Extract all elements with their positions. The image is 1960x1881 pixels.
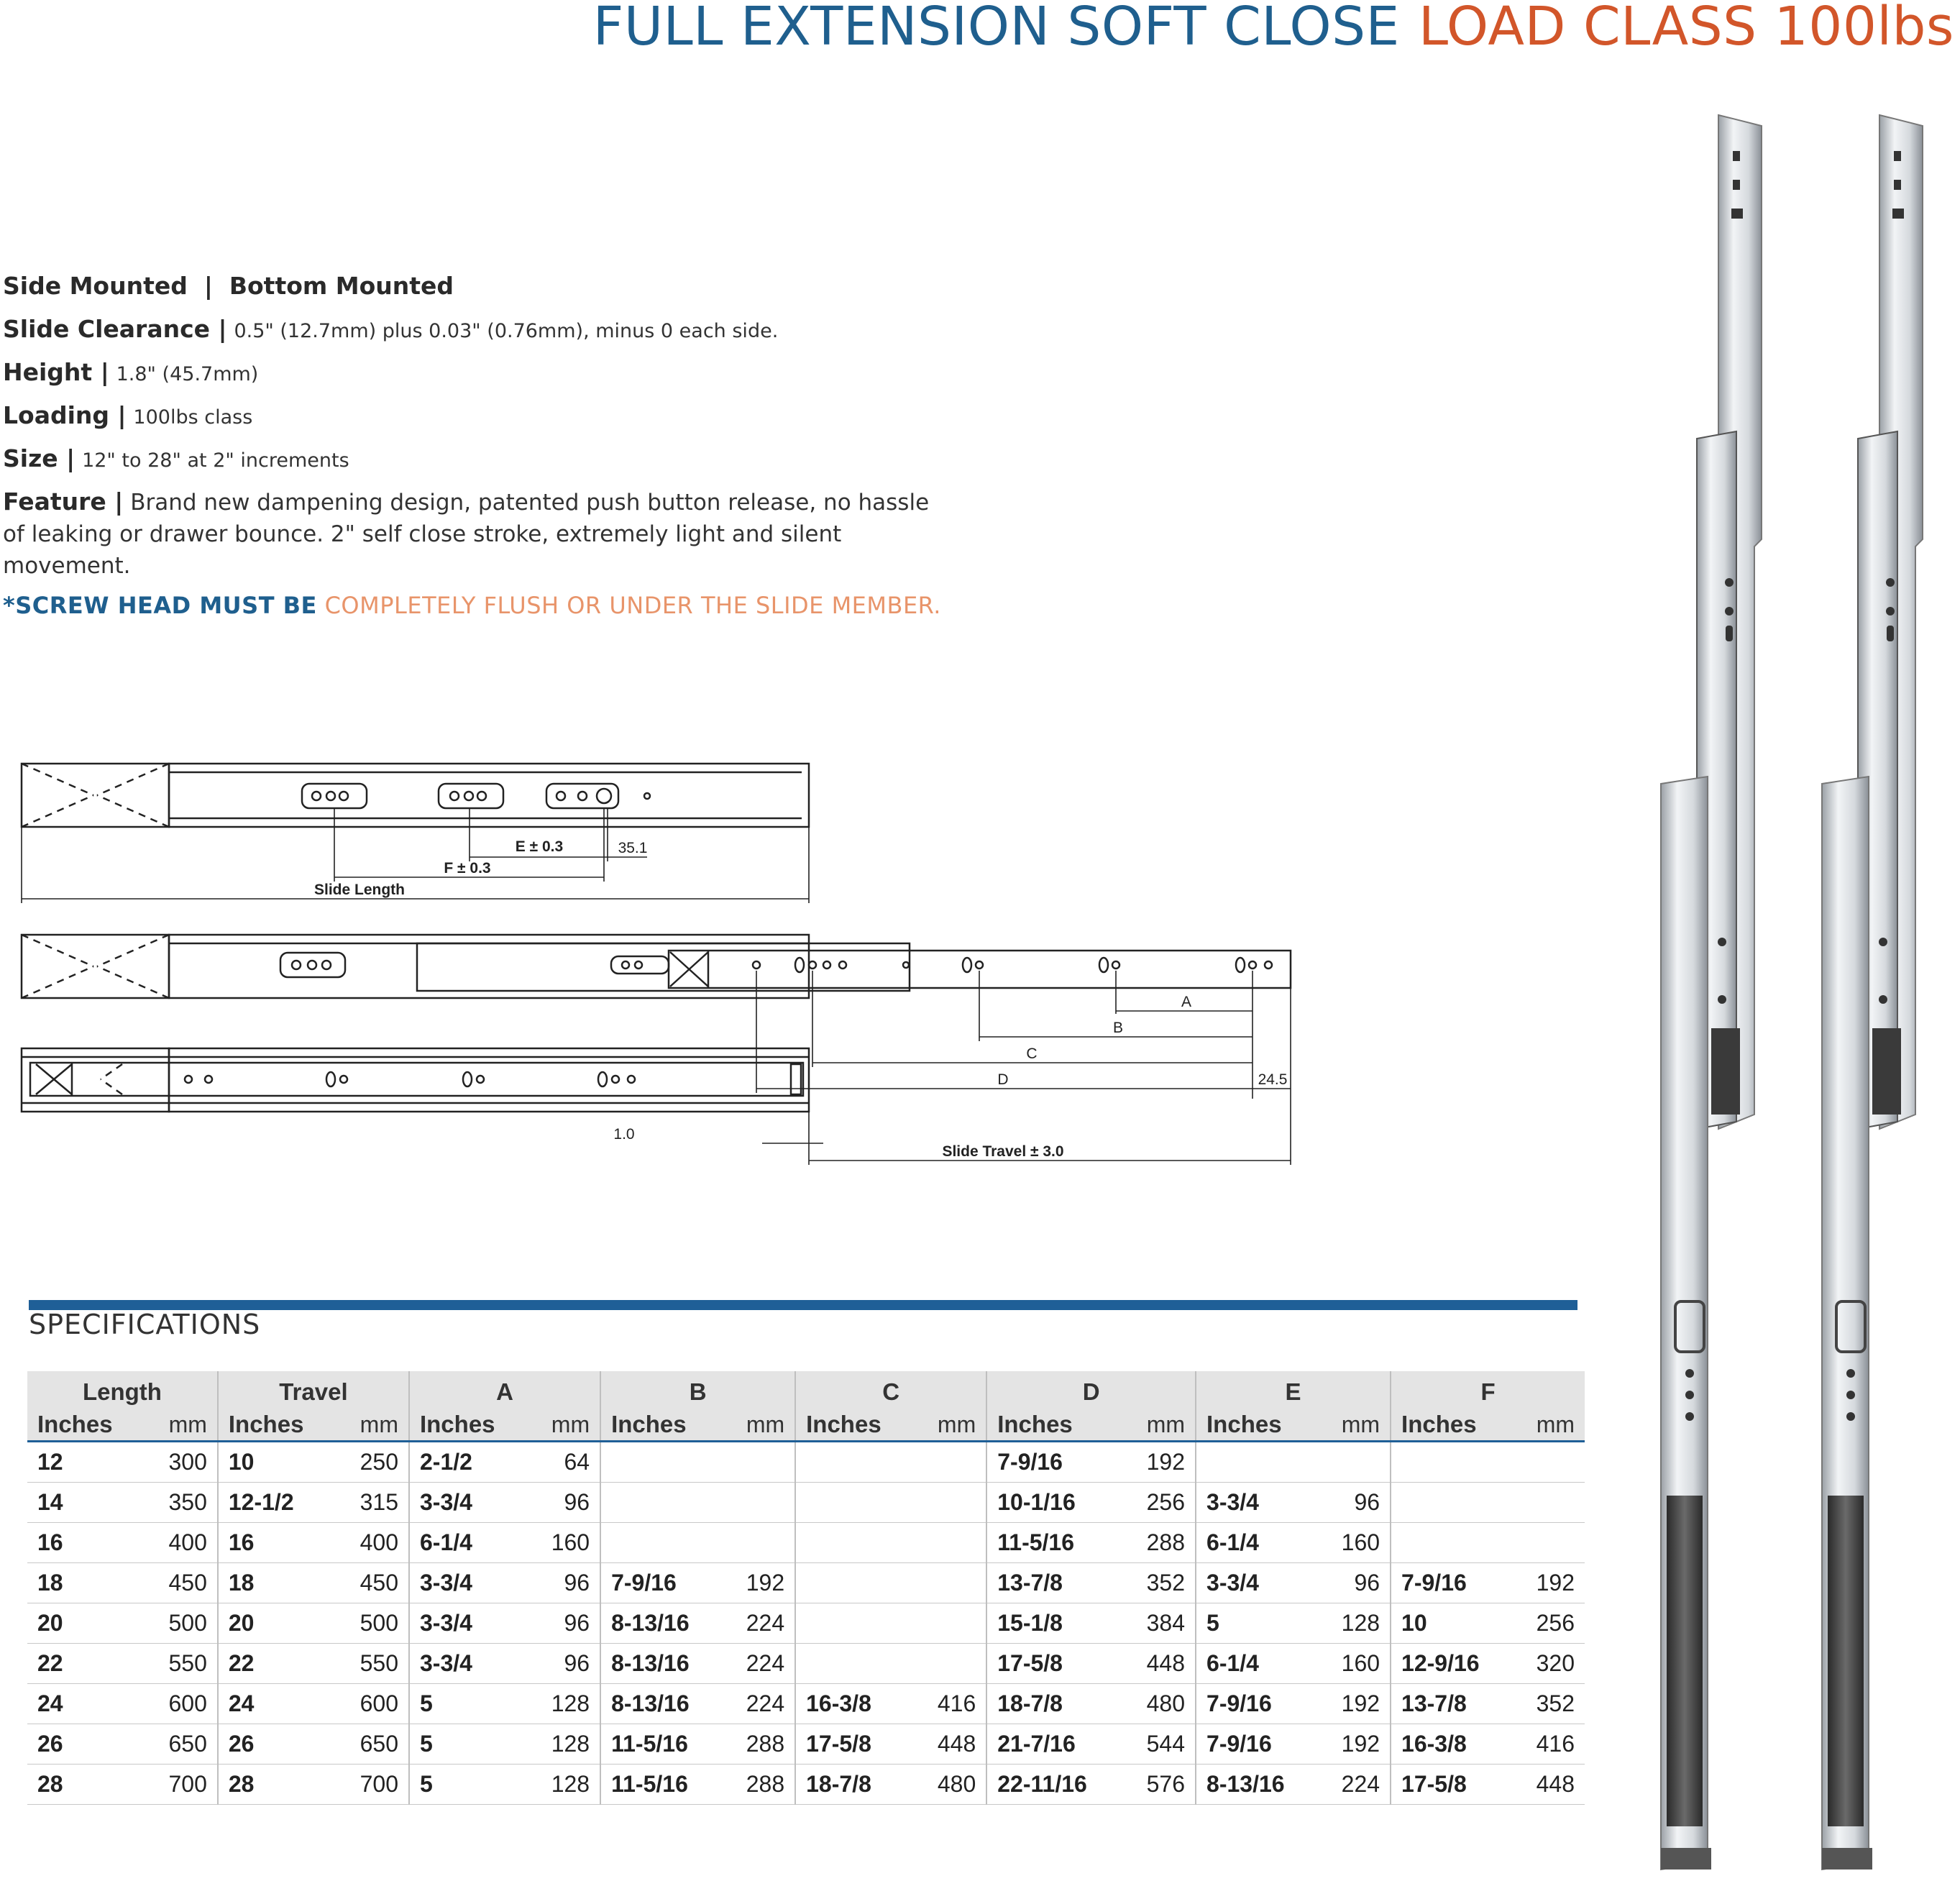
table-cell: 16	[218, 1523, 336, 1563]
column-group-header: B	[600, 1371, 795, 1409]
table-cell: 300	[145, 1442, 218, 1483]
table-cell: 128	[1318, 1603, 1391, 1644]
table-cell	[795, 1523, 914, 1563]
table-unit-header	[27, 1409, 1585, 1442]
table-cell	[1391, 1523, 1513, 1563]
clearance-value: 0.5" (12.7mm) plus 0.03" (0.76mm), minus 0 each side.	[234, 320, 779, 342]
table-cell	[914, 1523, 987, 1563]
a-dimension-label: A	[1181, 994, 1192, 1010]
table-cell: 315	[336, 1483, 409, 1523]
table-cell: 2-1/2	[409, 1442, 528, 1483]
table-cell: 15-1/8	[986, 1603, 1122, 1644]
table-cell: 192	[723, 1563, 796, 1603]
closed-slide-diagram	[22, 764, 809, 827]
table-cell: 16	[27, 1523, 145, 1563]
table-cell	[914, 1603, 987, 1644]
table-row	[27, 1603, 1585, 1644]
table-cell: 17-5/8	[1391, 1765, 1513, 1805]
table-cell: 12-1/2	[218, 1483, 336, 1523]
table-cell: 400	[145, 1523, 218, 1563]
table-cell: 600	[336, 1684, 409, 1724]
table-cell: 64	[528, 1442, 601, 1483]
table-cell: 544	[1122, 1724, 1196, 1765]
table-cell: 96	[528, 1603, 601, 1644]
table-cell: 13-7/8	[986, 1563, 1122, 1603]
mounting-text: Side Mounted | Bottom Mounted	[3, 272, 454, 300]
closed-slide-dimensions	[22, 808, 809, 903]
table-cell: 448	[1513, 1765, 1585, 1805]
table-cell: 700	[336, 1765, 409, 1805]
table-cell: 3-3/4	[409, 1644, 528, 1684]
title-part-load-class: LOAD CLASS 100lbs	[1418, 0, 1954, 58]
table-cell	[600, 1442, 723, 1483]
table-cell: 450	[145, 1563, 218, 1603]
unit-mm-header: mm	[1122, 1409, 1196, 1442]
table-cell: 17-5/8	[986, 1644, 1122, 1684]
table-cell: 160	[1318, 1644, 1391, 1684]
table-cell: 128	[528, 1684, 601, 1724]
table-cell: 352	[1513, 1684, 1585, 1724]
loading-label: Loading |	[3, 401, 127, 429]
column-group-header: A	[409, 1371, 600, 1409]
table-cell: 24	[218, 1684, 336, 1724]
extended-slide-dimensions	[756, 971, 1291, 1165]
table-cell: 192	[1513, 1563, 1585, 1603]
slide-length-label: Slide Length	[314, 882, 405, 898]
table-cell: 224	[723, 1684, 796, 1724]
table-cell: 160	[528, 1523, 601, 1563]
table-cell: 256	[1122, 1483, 1196, 1523]
unit-inches-header: Inches	[795, 1409, 914, 1442]
size-value: 12" to 28" at 2" increments	[82, 449, 349, 472]
height-line	[3, 357, 952, 400]
table-cell: 650	[145, 1724, 218, 1765]
table-cell: 8-13/16	[600, 1684, 723, 1724]
table-cell: 250	[336, 1442, 409, 1483]
side-view-diagram	[22, 1048, 809, 1112]
table-cell	[723, 1442, 796, 1483]
mounting-line	[3, 270, 952, 314]
extended-slide-diagram	[22, 935, 1291, 998]
unit-inches-header: Inches	[1196, 1409, 1318, 1442]
table-cell: 7-9/16	[986, 1442, 1122, 1483]
table-cell: 350	[145, 1483, 218, 1523]
size-line	[3, 443, 952, 486]
table-cell	[723, 1523, 796, 1563]
title-part-product: FULL EXTENSION SOFT CLOSE	[592, 0, 1400, 58]
table-cell: 96	[1318, 1563, 1391, 1603]
table-cell: 16-3/8	[795, 1684, 914, 1724]
table-cell	[1318, 1442, 1391, 1483]
height-label: Height |	[3, 358, 109, 386]
loading-value: 100lbs class	[133, 406, 253, 429]
table-cell	[795, 1563, 914, 1603]
section-divider-bar	[29, 1300, 1577, 1310]
dim-24-label: 24.5	[1258, 1071, 1288, 1088]
unit-inches-header: Inches	[27, 1409, 145, 1442]
clearance-line	[3, 314, 952, 357]
unit-inches-header: Inches	[986, 1409, 1122, 1442]
table-cell: 5	[409, 1765, 528, 1805]
table-cell: 20	[218, 1603, 336, 1644]
table-cell: 10	[218, 1442, 336, 1483]
feature-line	[3, 486, 930, 582]
table-cell: 6-1/4	[409, 1523, 528, 1563]
table-cell: 24	[27, 1684, 145, 1724]
table-cell: 224	[1318, 1765, 1391, 1805]
page-title	[593, 0, 1954, 58]
unit-inches-header: Inches	[218, 1409, 336, 1442]
table-cell: 700	[145, 1765, 218, 1805]
table-cell: 21-7/16	[986, 1724, 1122, 1765]
table-cell: 26	[27, 1724, 145, 1765]
table-cell: 650	[336, 1724, 409, 1765]
unit-inches-header: Inches	[409, 1409, 528, 1442]
unit-mm-header: mm	[1318, 1409, 1391, 1442]
table-cell	[1513, 1483, 1585, 1523]
column-group-header: D	[986, 1371, 1196, 1409]
table-cell: 11-5/16	[600, 1724, 723, 1765]
table-cell: 288	[1122, 1523, 1196, 1563]
dim-1-label: 1.0	[613, 1126, 635, 1143]
table-cell	[1513, 1523, 1585, 1563]
table-cell: 12	[27, 1442, 145, 1483]
table-cell: 450	[336, 1563, 409, 1603]
table-cell	[795, 1442, 914, 1483]
feature-value: Brand new dampening design, patented push button release, no hassle of leaking or drawer bounce. 2" self close stroke, extremely light and silent movement.	[3, 490, 930, 579]
unit-inches-header: Inches	[600, 1409, 723, 1442]
table-cell: 96	[528, 1563, 601, 1603]
table-cell	[795, 1483, 914, 1523]
table-cell: 96	[528, 1483, 601, 1523]
table-row	[27, 1523, 1585, 1563]
table-row	[27, 1765, 1585, 1805]
table-cell: 18-7/8	[986, 1684, 1122, 1724]
table-cell: 22-11/16	[986, 1765, 1122, 1805]
table-row	[27, 1483, 1585, 1523]
table-cell: 7-9/16	[1196, 1724, 1318, 1765]
table-cell: 576	[1122, 1765, 1196, 1805]
table-cell: 22	[218, 1644, 336, 1684]
table-cell: 3-3/4	[1196, 1563, 1318, 1603]
table-cell: 20	[27, 1603, 145, 1644]
table-cell: 28	[218, 1765, 336, 1805]
table-cell	[1513, 1442, 1585, 1483]
table-cell: 160	[1318, 1523, 1391, 1563]
specifications-heading: SPECIFICATIONS	[29, 1309, 261, 1340]
loading-line	[3, 400, 952, 443]
spec-list	[3, 270, 952, 619]
table-cell: 96	[528, 1644, 601, 1684]
b-dimension-label: B	[1112, 1020, 1124, 1036]
table-cell: 192	[1122, 1442, 1196, 1483]
table-cell: 10	[1391, 1603, 1513, 1644]
table-row	[27, 1442, 1585, 1483]
table-cell: 448	[914, 1724, 987, 1765]
table-cell	[723, 1483, 796, 1523]
height-value: 1.8" (45.7mm)	[116, 363, 259, 385]
table-cell: 28	[27, 1765, 145, 1805]
slide-travel-label: Slide Travel ± 3.0	[942, 1143, 1064, 1160]
table-cell	[914, 1563, 987, 1603]
table-cell: 352	[1122, 1563, 1196, 1603]
table-cell: 8-13/16	[1196, 1765, 1318, 1805]
slide-photo-left	[1611, 108, 1790, 1877]
table-cell: 3-3/4	[409, 1563, 528, 1603]
table-cell	[914, 1644, 987, 1684]
table-cell: 128	[528, 1765, 601, 1805]
table-cell: 416	[914, 1684, 987, 1724]
table-cell: 7-9/16	[1391, 1563, 1513, 1603]
table-cell: 3-3/4	[1196, 1483, 1318, 1523]
table-row	[27, 1724, 1585, 1765]
table-cell: 8-13/16	[600, 1603, 723, 1644]
table-cell: 3-3/4	[409, 1603, 528, 1644]
table-cell	[795, 1603, 914, 1644]
table-cell: 3-3/4	[409, 1483, 528, 1523]
slide-photo-right	[1772, 108, 1951, 1877]
column-group-header: Length	[27, 1371, 218, 1409]
table-cell: 96	[1318, 1483, 1391, 1523]
table-cell: 13-7/8	[1391, 1684, 1513, 1724]
table-cell: 11-5/16	[986, 1523, 1122, 1563]
table-cell: 480	[1122, 1684, 1196, 1724]
table-cell: 8-13/16	[600, 1644, 723, 1684]
table-cell: 224	[723, 1644, 796, 1684]
unit-inches-header: Inches	[1391, 1409, 1513, 1442]
size-label: Size |	[3, 444, 75, 472]
table-cell	[1391, 1483, 1513, 1523]
table-group-header	[27, 1371, 1585, 1409]
table-cell: 480	[914, 1765, 987, 1805]
table-cell: 224	[723, 1603, 796, 1644]
table-cell: 256	[1513, 1603, 1585, 1644]
table-cell	[600, 1483, 723, 1523]
table-cell: 18	[218, 1563, 336, 1603]
table-cell	[600, 1523, 723, 1563]
clearance-label: Slide Clearance |	[3, 315, 227, 343]
unit-mm-header: mm	[145, 1409, 218, 1442]
table-row	[27, 1644, 1585, 1684]
table-cell: 550	[145, 1644, 218, 1684]
table-cell: 400	[336, 1523, 409, 1563]
table-cell: 288	[723, 1724, 796, 1765]
feature-label: Feature |	[3, 488, 124, 516]
table-cell: 384	[1122, 1603, 1196, 1644]
table-cell: 7-9/16	[1196, 1684, 1318, 1724]
table-cell: 320	[1513, 1644, 1585, 1684]
table-cell: 18-7/8	[795, 1765, 914, 1805]
f-dimension-label: F ± 0.3	[444, 860, 491, 877]
table-cell: 17-5/8	[795, 1724, 914, 1765]
c-dimension-label: C	[1026, 1045, 1038, 1062]
table-cell: 5	[409, 1724, 528, 1765]
table-cell: 22	[27, 1644, 145, 1684]
table-body	[27, 1442, 1585, 1805]
table-cell: 550	[336, 1644, 409, 1684]
dimension-diagrams	[14, 755, 1309, 1172]
table-cell	[914, 1483, 987, 1523]
table-cell: 6-1/4	[1196, 1523, 1318, 1563]
note-part-1: *SCREW HEAD MUST BE	[3, 592, 317, 619]
table-cell	[1196, 1442, 1318, 1483]
table-cell: 5	[409, 1684, 528, 1724]
table-cell: 500	[336, 1603, 409, 1644]
unit-mm-header: mm	[723, 1409, 796, 1442]
table-cell: 5	[1196, 1603, 1318, 1644]
table-cell: 18	[27, 1563, 145, 1603]
table-cell	[795, 1644, 914, 1684]
note-part-2: COMPLETELY FLUSH OR UNDER THE SLIDE MEMBER.	[324, 592, 941, 619]
table-cell: 600	[145, 1684, 218, 1724]
table-cell: 16-3/8	[1391, 1724, 1513, 1765]
e-dimension-label: E ± 0.3	[515, 838, 564, 855]
table-cell: 448	[1122, 1644, 1196, 1684]
table-cell: 12-9/16	[1391, 1644, 1513, 1684]
table-cell	[914, 1442, 987, 1483]
table-cell	[1391, 1442, 1513, 1483]
table-cell: 7-9/16	[600, 1563, 723, 1603]
table-cell: 416	[1513, 1724, 1585, 1765]
column-group-header: E	[1196, 1371, 1391, 1409]
table-cell: 192	[1318, 1684, 1391, 1724]
table-cell: 500	[145, 1603, 218, 1644]
unit-mm-header: mm	[528, 1409, 601, 1442]
table-cell: 11-5/16	[600, 1765, 723, 1805]
table-row	[27, 1684, 1585, 1724]
dim-35-label: 35.1	[618, 840, 648, 856]
table-cell: 128	[528, 1724, 601, 1765]
unit-mm-header: mm	[336, 1409, 409, 1442]
table-cell: 10-1/16	[986, 1483, 1122, 1523]
table-cell: 192	[1318, 1724, 1391, 1765]
table-cell: 14	[27, 1483, 145, 1523]
screw-note	[3, 592, 952, 619]
column-group-header: Travel	[218, 1371, 409, 1409]
table-cell: 6-1/4	[1196, 1644, 1318, 1684]
column-group-header: F	[1391, 1371, 1585, 1409]
unit-mm-header: mm	[1513, 1409, 1585, 1442]
table-row	[27, 1563, 1585, 1603]
d-dimension-label: D	[997, 1071, 1009, 1088]
table-cell: 288	[723, 1765, 796, 1805]
table-cell: 26	[218, 1724, 336, 1765]
unit-mm-header: mm	[914, 1409, 987, 1442]
specifications-table	[27, 1371, 1585, 1805]
column-group-header: C	[795, 1371, 986, 1409]
